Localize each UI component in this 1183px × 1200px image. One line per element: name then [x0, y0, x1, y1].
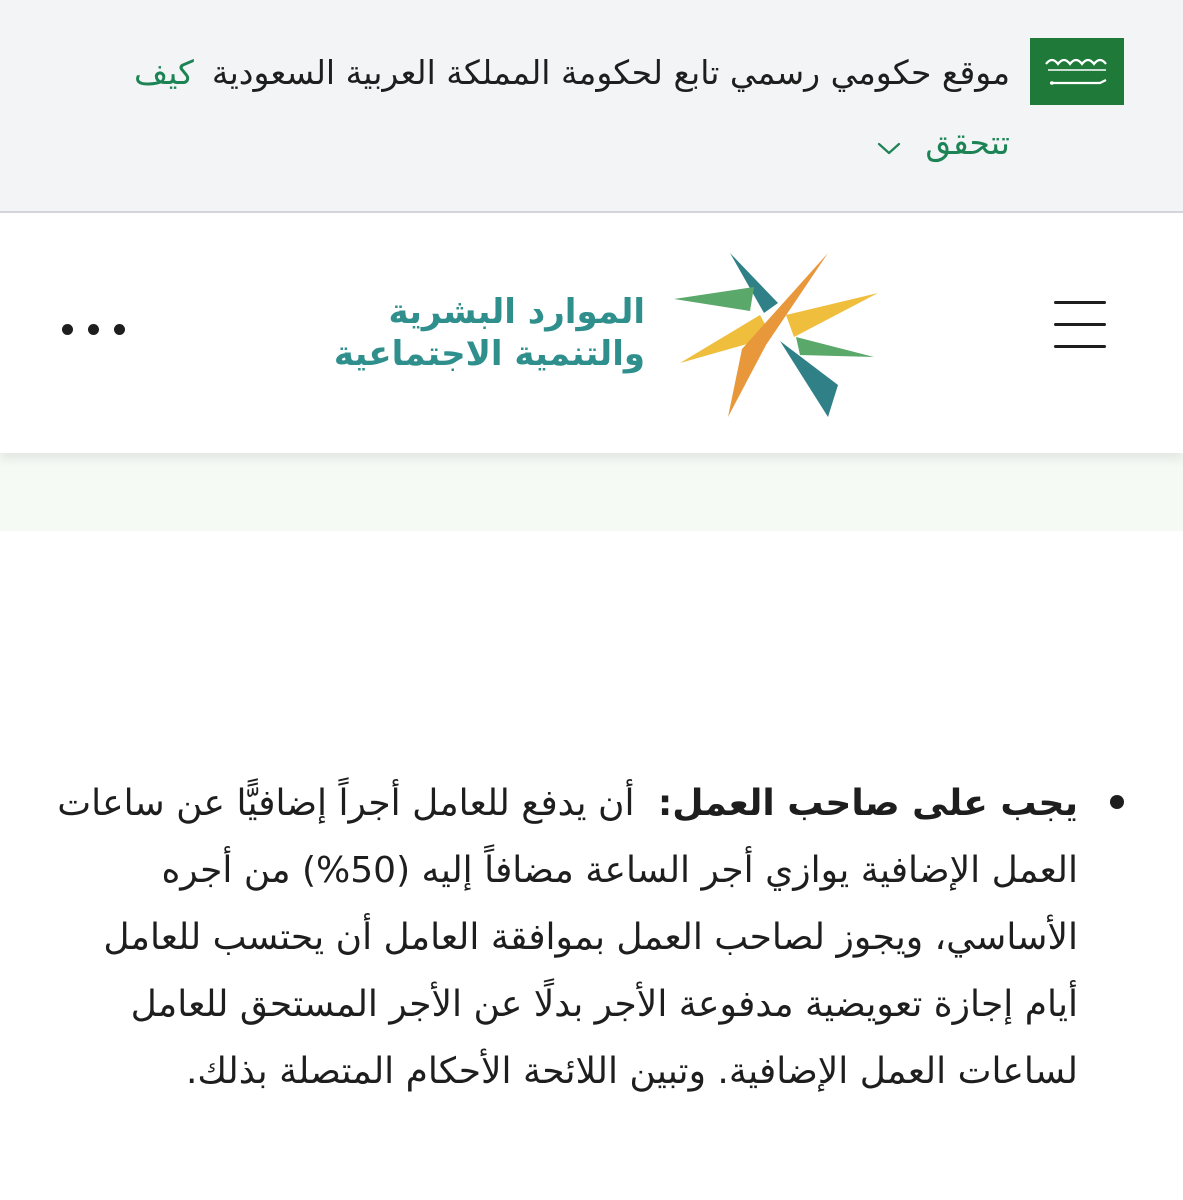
- more-dots-icon[interactable]: [50, 310, 140, 350]
- verify-toggle[interactable]: [877, 123, 1010, 162]
- item-text: أن يدفع للعامل أجراً إضافيًّا عن ساعات العمل الإضافية يوازي أجر الساعة مضافاً إليه (50%) من أجره الأساسي، ويجوز لصاحب العمل بموافقة العامل أن يحتسب للعامل أيام إجازة تعويضية مدفوعة الأجر بدلًا عن الأجر المستحق للعامل لساعات العمل الإضافية. وتبين اللائحة الأحكام المتصلة بذلك.: [57, 783, 1078, 1092]
- ministry-name-line1: الموارد البشرية: [388, 292, 645, 332]
- page-hero-strip: [0, 453, 1183, 531]
- chevron-down-icon: [877, 110, 901, 180]
- hamburger-menu-icon[interactable]: [1040, 295, 1120, 355]
- banner-official-text: موقع حكومي رسمي تابع لحكومة المملكة العربية السعودية: [211, 53, 1010, 92]
- obligations-list: [40, 770, 1140, 1105]
- bullet-icon: [1110, 795, 1124, 809]
- saudi-flag-icon: [1030, 38, 1124, 105]
- banner-text-block: [60, 38, 1010, 180]
- ministry-name-line2: والتنمية الاجتماعية: [333, 334, 645, 374]
- official-site-banner: [0, 0, 1183, 213]
- item-label: يجب على صاحب العمل:: [657, 783, 1078, 824]
- verify-label: تتحقق: [925, 123, 1010, 162]
- article-content: [40, 770, 1140, 1105]
- how-to-verify-link[interactable]: كيف: [134, 53, 194, 92]
- ministry-logo-mark-icon: [668, 245, 883, 420]
- site-header: [0, 215, 1183, 453]
- ministry-name: [300, 291, 645, 375]
- list-item: [40, 770, 1078, 1105]
